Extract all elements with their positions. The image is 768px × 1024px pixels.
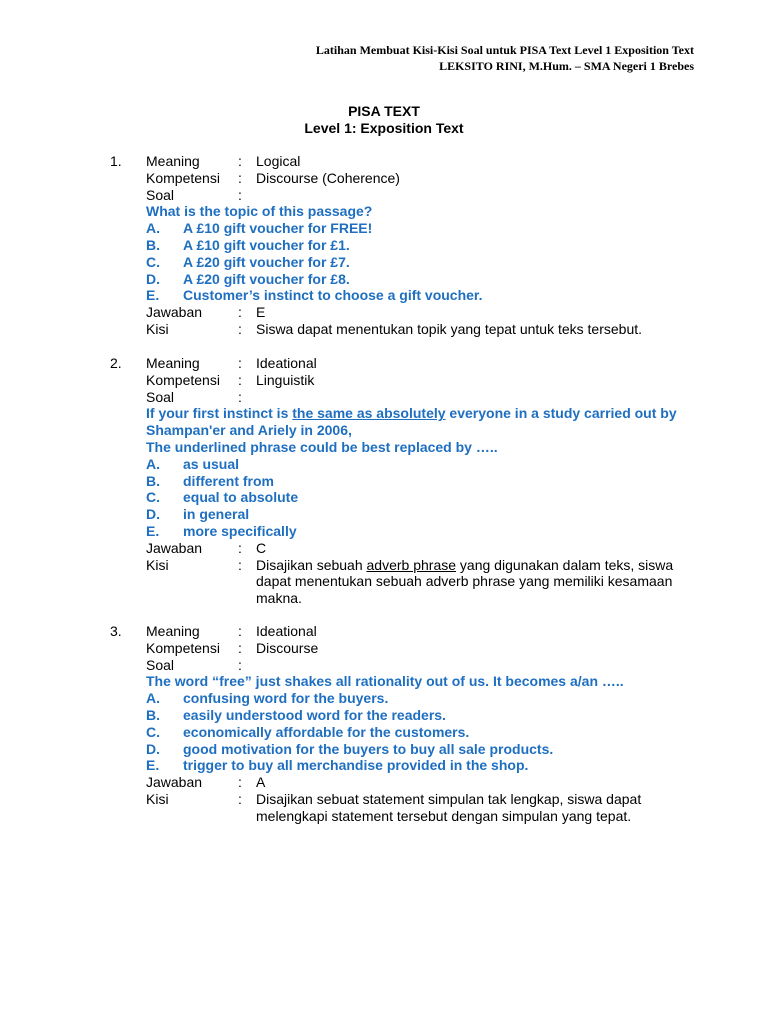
kisi-text: Disajikan sebuah [256,556,367,573]
page-header [316,42,694,74]
option-text: different from [183,472,274,489]
question-number: 1. [110,153,122,169]
jawaban-value: A [256,774,266,791]
option-letter: D. [146,740,160,757]
kisi-label: Kisi [146,556,169,573]
option-c [0,489,768,506]
jawaban-value: C [256,539,267,556]
kisi-row [0,321,696,338]
jawaban-value: E [256,304,266,321]
header-line-1: Latihan Membuat Kisi-Kisi Soal untuk PISA Text Level 1 Exposition Text [315,43,694,57]
option-a [0,220,768,237]
option-d [0,741,768,758]
kisi-value: Siswa dapat menentukan topik yang tepat untuk teks tersebut. [256,320,643,337]
option-text: equal to absolute [183,489,299,506]
colon: : [238,320,242,337]
colon: : [238,539,242,556]
option-letter: C. [146,723,160,740]
colon: : [238,639,242,656]
option-letter: B. [146,236,160,253]
colon: : [238,774,242,791]
option-text: economically affordable for the customers. [183,723,470,740]
option-c [0,724,768,741]
option-text: as usual [183,455,240,472]
jawaban-label: Jawaban [146,304,203,321]
meaning-label: Meaning [146,355,200,371]
question-number: 3. [110,623,122,639]
option-letter: B. [146,706,160,723]
option-letter: E. [146,287,160,304]
stem-text: everyone in a study carried out by Shampan'er and Ariely in 2006, [146,405,677,439]
meaning-value: Ideational [256,623,317,639]
option-b [0,237,768,254]
kompetensi-value: Discourse [256,639,319,656]
option-d [0,271,768,288]
colon: : [238,623,242,639]
meaning-value: Logical [256,153,301,169]
option-letter: E. [146,522,160,539]
option-letter: D. [146,506,160,523]
question-2 [0,355,768,607]
option-a [0,690,768,707]
option-letter: C. [146,253,160,270]
underlined-phrase: the same as absolutely [292,405,446,422]
option-letter: A. [146,455,160,472]
kisi-label: Kisi [146,790,169,807]
question-stem: What is the topic of this passage? [146,203,373,220]
option-letter: A. [146,220,160,237]
kisi-value: Disajikan sebuat statement simpulan tak lengkap, siswa dapat melengkapi statement tersebut dengan simpulan yang tepat. [256,790,642,824]
jawaban-label: Jawaban [146,539,203,556]
option-b [0,707,768,724]
meaning-label: Meaning [146,623,200,639]
kisi-text: yang digunakan dalam teks, siswa dapat menentukan sebuah adverb phrase yang memiliki kesamaan makna. [256,556,674,607]
option-text: more specifically [183,522,297,539]
colon: : [238,371,242,388]
option-text: easily understood word for the readers. [183,706,446,723]
title-line-1: PISA TEXT [348,103,420,119]
colon: : [238,355,242,371]
kompetensi-label: Kompetensi [146,639,220,656]
option-a [0,456,768,473]
option-d [0,506,768,523]
colon: : [238,556,242,573]
option-e [0,523,768,540]
stem-text: If your first instinct is [146,405,293,422]
kompetensi-label: Kompetensi [146,371,220,388]
question-instruction: The underlined phrase could be best replaced by ….. [146,438,498,455]
option-letter: C. [146,489,160,506]
option-text: A £10 gift voucher for £1. [183,236,350,253]
document-title [0,103,768,137]
colon: : [238,169,242,186]
kisi-value [256,557,696,607]
question-number: 2. [110,355,122,371]
option-text: in general [183,506,250,523]
meaning-label: Meaning [146,153,200,169]
option-text: A £20 gift voucher for £8. [183,270,350,287]
question-1 [0,153,768,338]
option-letter: B. [146,472,160,489]
option-b [0,473,768,490]
option-c [0,254,768,271]
colon: : [238,790,242,807]
kompetensi-value: Discourse (Coherence) [256,169,400,186]
soal-label: Soal [146,186,175,203]
option-letter: D. [146,270,160,287]
colon: : [238,304,242,321]
jawaban-label: Jawaban [146,774,203,791]
option-e [0,287,768,304]
header-line-2: LEKSITO RINI, M.Hum. – SMA Negeri 1 Brebes [439,59,694,73]
option-text: A £10 gift voucher for FREE! [183,220,373,237]
colon: : [238,388,242,405]
option-letter: E. [146,757,160,774]
colon: : [238,656,242,673]
colon: : [238,186,242,203]
question-3 [0,623,768,825]
soal-label: Soal [146,656,175,673]
kisi-label: Kisi [146,320,169,337]
underlined-phrase: adverb phrase [366,556,457,573]
option-letter: A. [146,690,160,707]
question-stem [0,405,706,439]
option-text: Customer’s instinct to choose a gift voucher. [183,287,483,304]
soal-label: Soal [146,388,175,405]
option-text: A £20 gift voucher for £7. [183,253,350,270]
option-text: good motivation for the buyers to buy all sale products. [183,740,554,757]
kisi-row [0,557,696,607]
question-stem: The word “free” just shakes all rationality out of us. It becomes a/an ….. [146,673,624,690]
colon: : [238,153,242,169]
kompetensi-label: Kompetensi [146,169,220,186]
option-text: trigger to buy all merchandise provided in the shop. [183,757,529,774]
meaning-value: Ideational [256,355,317,371]
kompetensi-value: Linguistik [256,371,315,388]
option-text: confusing word for the buyers. [183,690,389,707]
kisi-row [0,791,696,825]
title-line-2: Level 1: Exposition Text [304,120,464,136]
option-e [0,757,768,774]
